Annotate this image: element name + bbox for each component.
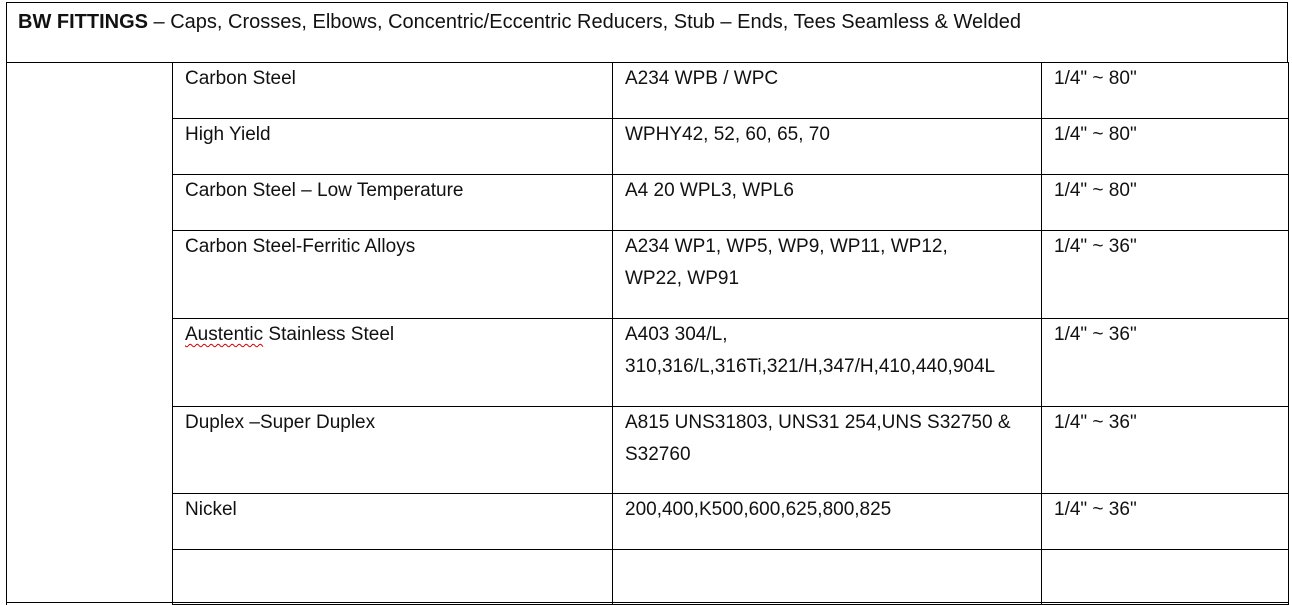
size-cell [1042,494,1289,550]
table-row [173,407,1289,494]
material-cell [173,63,613,119]
size-text: 1/4" ~ 80" [1054,68,1137,89]
grade-text: A4 20 WPL3, WPL6 [625,180,794,201]
material-text: Carbon Steel – Low Temperature [185,180,464,201]
grade-text-line: WP22, WP91 [625,268,740,289]
table-row [173,550,1289,605]
grade-text: 200,400,K500,600,625,800,825 [625,499,892,520]
material-text: Duplex –Super Duplex [185,412,376,433]
material-text: Stainless Steel [263,324,395,345]
table-row [173,119,1289,175]
size-cell [1042,231,1289,319]
page-bottom-rule [6,602,1289,603]
grade-cell [613,63,1042,119]
size-cell [1042,119,1289,175]
material-cell [173,231,613,319]
size-text: 1/4" ~ 36" [1054,324,1137,345]
size-text: 1/4" ~ 80" [1054,124,1137,145]
table-row [173,63,1289,119]
grade-text: A234 WPB / WPC [625,68,779,89]
grade-text-line: A815 UNS31803, UNS31 254,UNS S32750 & [625,412,1011,433]
grade-cell [613,319,1042,407]
header-text [18,9,1021,35]
size-text: 1/4" ~ 80" [1054,180,1137,201]
material-text: Carbon Steel-Ferritic Alloys [185,236,416,257]
grade-cell [613,119,1042,175]
size-cell [1042,319,1289,407]
material-cell [173,319,613,407]
grade-cell [613,175,1042,231]
table-row [173,231,1289,319]
grade-text-line: A403 304/L, [625,324,728,345]
header-title: BW FITTINGS [18,11,148,33]
material-cell [173,175,613,231]
size-cell [1042,63,1289,119]
grade-text-line: S32760 [625,444,691,465]
grade-cell [613,231,1042,319]
fittings-spec-table [172,62,1289,605]
size-cell [1042,550,1289,605]
material-text: High Yield [185,124,271,145]
material-text: Nickel [185,499,237,520]
size-text: 1/4" ~ 36" [1054,499,1137,520]
size-cell [1042,175,1289,231]
grade-cell [613,494,1042,550]
left-border-line [6,62,7,605]
header-subtitle: – Caps, Crosses, Elbows, Concentric/Eccentric Reducers, Stub – Ends, Tees Seamless & Welded [147,11,1021,33]
grade-text-line: 310,316/L,316Ti,321/H,347/H,410,440,904L [625,356,996,377]
table-row [173,175,1289,231]
size-text: 1/4" ~ 36" [1054,412,1137,433]
material-cell [173,119,613,175]
table-row [173,319,1289,407]
material-cell [173,494,613,550]
size-cell [1042,407,1289,494]
size-text: 1/4" ~ 36" [1054,236,1137,257]
misspelled-word: Austentic [185,324,264,345]
material-cell [173,407,613,494]
grade-text: WPHY42, 52, 60, 65, 70 [625,124,830,145]
grade-cell [613,550,1042,605]
section-header [6,2,1288,62]
table-row [173,494,1289,550]
material-text: Carbon Steel [185,68,296,89]
grade-text-line: A234 WP1, WP5, WP9, WP11, WP12, [625,236,948,257]
grade-cell [613,407,1042,494]
material-cell [173,550,613,605]
